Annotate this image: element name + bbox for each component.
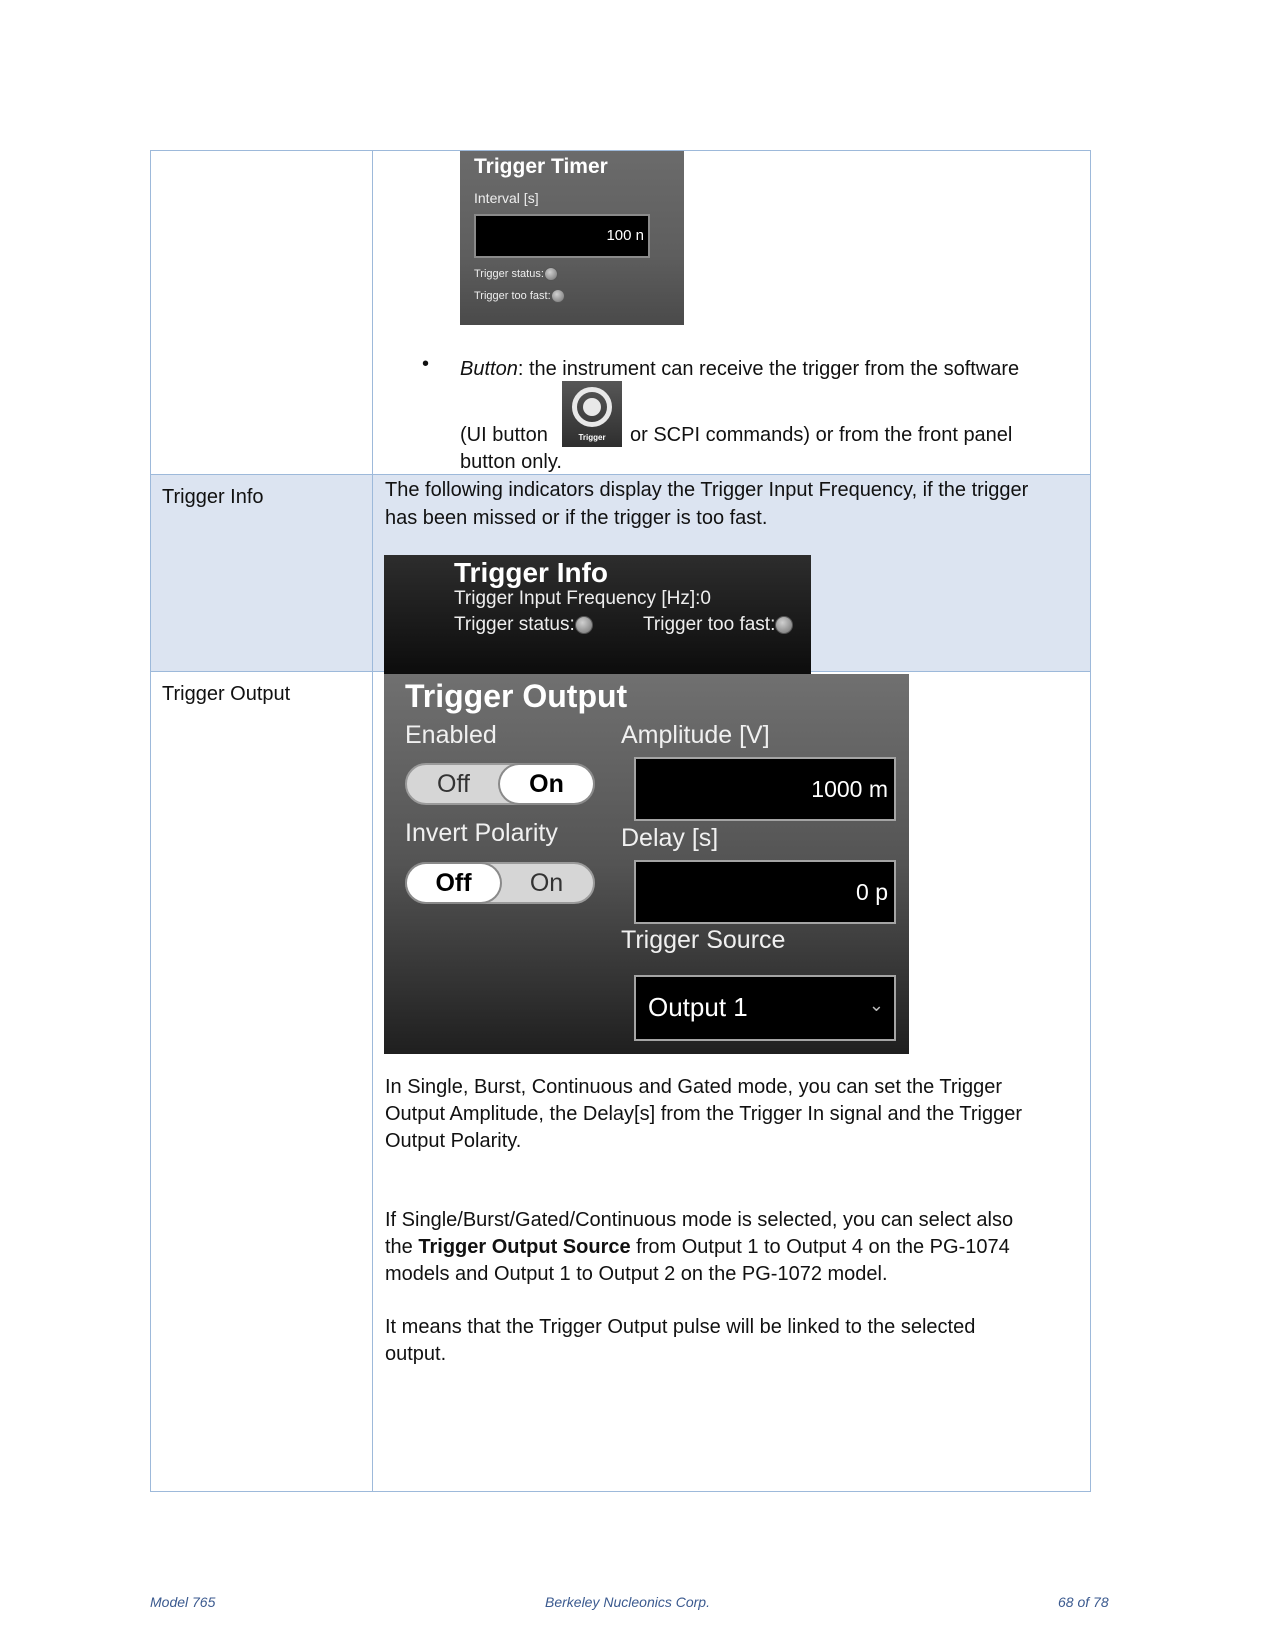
too-fast-label: Trigger too fast: [474,289,551,302]
too-fast-led-icon [775,616,793,634]
input-frequency-readout: Trigger Input Frequency [Hz]:0 [454,588,711,609]
info-desc-line-1: The following indicators display the Trigger Input Frequency, if the trigger [385,479,1029,501]
invert-polarity-toggle[interactable] [405,862,595,904]
amplitude-input[interactable] [634,757,896,821]
info-desc-line-2: has been missed or if the trigger is too fast. [385,507,768,529]
trigger-too-fast-indicator [474,289,565,303]
status-led-icon [544,267,558,281]
row-content-cell [374,672,1090,1491]
button-text-a: : the instrument can receive the trigger from the software [517,358,1020,380]
delay-input[interactable] [634,860,896,924]
enabled-off-option[interactable]: Off [437,770,470,798]
button-mode-line-1 [460,355,1160,383]
trigger-too-fast-indicator [643,614,793,636]
button-mode-line-2b: or SCPI commands) or from the front panel [630,424,1013,446]
trigger-output-panel [384,674,909,1054]
para2-bold-term: Trigger Output Source [418,1236,631,1258]
invert-on-option[interactable]: On [529,869,564,897]
status-led-icon [575,616,593,634]
para2-line-3: models and Output 1 to Output 2 on the PG-1072 model. [385,1263,888,1285]
trigger-info-panel [384,555,811,679]
trigger-source-value: Output 1 [648,992,748,1022]
button-mode-line-3: button only. [460,451,562,473]
invert-polarity-label: Invert Polarity [405,819,558,847]
too-fast-led-icon [551,289,565,303]
status-label: Trigger status: [454,614,575,635]
para2-post: from Output 1 to Output 4 on the PG-1074 [630,1236,1010,1258]
target-icon-center [583,398,601,416]
table-row [151,475,1090,672]
amplitude-value: 1000 m [811,776,888,802]
panel-title: Trigger Timer [474,155,608,178]
trigger-source-select[interactable] [634,975,896,1041]
row-label: Trigger Output [162,683,291,705]
trigger-status-indicator [454,614,593,636]
row-content-cell [374,475,1090,671]
trigger-button-caption: Trigger [578,433,606,442]
enabled-on-option[interactable]: On [500,765,593,803]
row-label: Trigger Info [162,486,264,508]
enabled-toggle[interactable] [405,763,595,805]
para2-line-2 [385,1233,1105,1261]
amplitude-label: Amplitude [V] [621,721,770,749]
trigger-timer-panel [460,151,684,325]
enabled-label: Enabled [405,721,497,749]
invert-off-option[interactable]: Off [407,864,500,902]
para2-line-1: If Single/Burst/Gated/Continuous mode is selected, you can select also [385,1209,1014,1231]
too-fast-label: Trigger too fast: [643,614,776,635]
trigger-status-indicator [474,267,558,281]
delay-value: 0 p [856,879,888,905]
para1-line-1: In Single, Burst, Continuous and Gated mode, you can set the Trigger [385,1076,1003,1098]
button-term: Button [460,358,518,380]
bullet-icon: • [422,353,430,375]
para2-pre: the [385,1236,419,1258]
interval-input[interactable] [474,214,650,258]
chevron-down-icon: ⌄ [868,995,884,1015]
para1-line-3: Output Polarity. [385,1130,522,1152]
button-mode-line-2a: (UI button [460,424,548,446]
row-label-cell [151,151,373,474]
trigger-button[interactable] [562,381,622,447]
row-label-cell [151,672,373,1491]
table-row [151,672,1090,1491]
footer-page-number: 68 of 78 [1058,1594,1109,1610]
para3-line-2: output. [385,1343,447,1365]
parameter-table [150,150,1091,1492]
panel-title: Trigger Output [405,678,628,714]
footer-company: Berkeley Nucleonics Corp. [545,1594,710,1610]
status-label: Trigger status: [474,267,544,280]
row-label-cell [151,475,373,671]
row-content-cell [374,151,1090,474]
footer-model: Model 765 [150,1594,216,1610]
delay-label: Delay [s] [621,824,719,852]
para1-line-2: Output Amplitude, the Delay[s] from the Trigger In signal and the Trigger [385,1103,1023,1125]
interval-label: Interval [s] [474,190,539,206]
interval-value: 100 n [606,227,644,244]
panel-title: Trigger Info [454,557,608,588]
table-row [151,151,1090,475]
para3-line-1: It means that the Trigger Output pulse will be linked to the selected [385,1316,976,1338]
trigger-source-label: Trigger Source [621,926,786,954]
